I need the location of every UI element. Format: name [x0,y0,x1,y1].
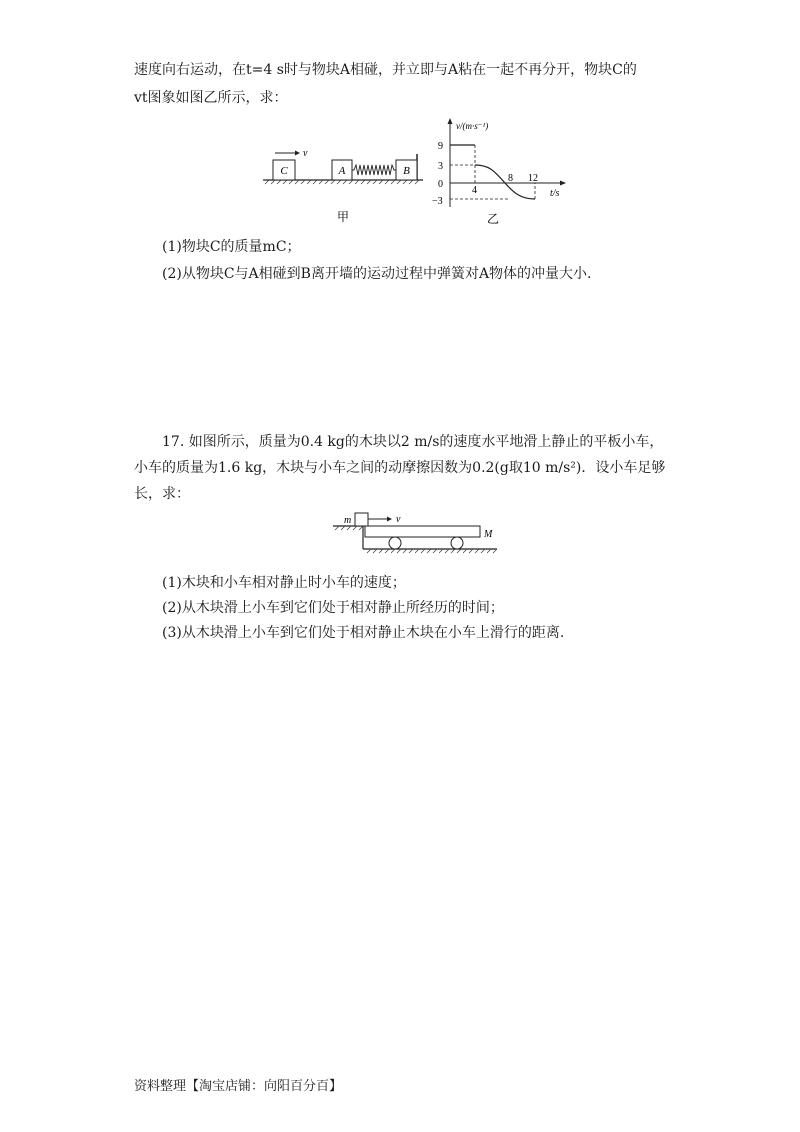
problem16-q1: (1)物块C的质量mC； [162,239,301,255]
caption-yi: 乙 [486,212,500,226]
mass-M-label: M [484,529,493,540]
problem16-intro-line2: vt图象如图乙所示，求： [134,90,288,106]
problem17-line3: 长，求： [134,486,190,502]
block-c-label: C [280,165,288,177]
problem16-intro-line1: 速度向右运动，在t=4 s时与物块A相碰，并立即与A粘在一起不再分开，物块C的 [134,62,637,78]
x-axis-label: t/s [550,188,560,199]
footer-source: 资料整理【淘宝店铺：向阳百分百】 [134,1079,343,1094]
y-tick-9: 9 [438,141,443,152]
problem16-q2: (2)从物块C与A相碰到B离开墙的运动过程中弹簧对A物体的冲量大小. [162,266,592,282]
y-axis-label: v/(m·s⁻¹) [456,121,489,131]
figure-jia [255,140,430,225]
problem17-line1: 17. 如图所示，质量为0.4 kg的木块以2 m/s的速度水平地滑上静止的平板小车， [162,434,664,450]
x-tick-4: 4 [472,185,477,196]
caption-jia: 甲 [336,210,350,224]
block-b-label: B [403,165,410,177]
figure-yi [430,112,580,227]
figure-cart [325,505,505,560]
problem17-q2: (2)从木块滑上小车到它们处于相对静止所经历的时间； [162,600,504,616]
velocity-label-cart: v [396,514,401,525]
x-tick-8: 8 [508,173,513,184]
velocity-label-jia: v [303,148,308,159]
x-tick-12: 12 [528,173,538,184]
problem17-line2: 小车的质量为1.6 kg，木块与小车之间的动摩擦因数为0.2(g取10 m/s²)．设小车足够 [134,460,666,476]
y-tick-0: 0 [438,179,443,190]
problem17-q3: (3)从木块滑上小车到它们处于相对静止木块在小车上滑行的距离. [162,625,565,641]
vt-curve [475,165,535,199]
mass-m-label: m [344,515,352,526]
problem17-q1: (1)木块和小车相对静止时小车的速度； [162,575,406,591]
y-tick-3: 3 [438,161,443,172]
y-tick-neg3: −3 [432,196,443,207]
block-a-label: A [338,165,346,177]
